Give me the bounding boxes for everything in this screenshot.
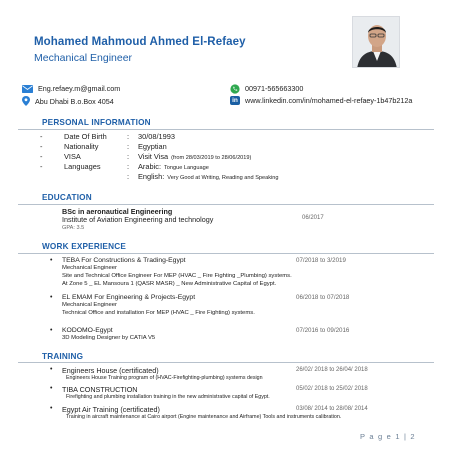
page-number: P a g e 1 | 2 <box>360 432 416 441</box>
company-name: KODOMO-Egypt <box>62 327 113 334</box>
bullet: • <box>50 366 53 373</box>
candidate-name: Mohamed Mahmoud Ahmed El-Refaey <box>34 36 246 48</box>
row-colon: : <box>127 142 130 151</box>
row-dash: - <box>40 142 43 151</box>
row-dash: - <box>40 132 43 141</box>
training-description: Engineers House Training program of (HVAC-Firefighting-plumbing) systems design <box>66 375 263 381</box>
row-colon: : <box>127 172 130 181</box>
section-title-personal: PERSONAL INFORMATION <box>42 118 151 127</box>
mail-icon <box>22 85 33 93</box>
row-value <box>138 142 170 151</box>
role-detail: Mechanical Engineer <box>62 265 118 271</box>
whatsapp-phone-icon <box>230 84 240 93</box>
row-label: VISA <box>64 152 81 161</box>
address-text: Abu Dhabi B.o.Box 4054 <box>35 96 114 106</box>
row-value <box>138 172 279 181</box>
job-title: Mechanical Engineer <box>34 52 133 64</box>
row-dash: - <box>40 162 43 171</box>
row-value-main: 30/08/1993 <box>138 132 175 141</box>
row-value-main: English: <box>138 172 165 181</box>
role-detail: Mechanical Engineer <box>62 302 118 308</box>
section-title-experience: WORK EXPERIENCE <box>42 242 126 251</box>
section-divider <box>18 253 434 254</box>
role-detail: Technical Office and installation For MEP (HVAC _ Fire Fighting) systems. <box>62 310 255 316</box>
degree: BSc in aeronautical Engineering <box>62 207 173 216</box>
employment-date: 06/2018 to 07/2018 <box>296 294 350 301</box>
graduation-year: 06/2017 <box>302 215 324 221</box>
training-date: 03/08/ 2014 to 28/08/ 2014 <box>296 406 368 412</box>
role-detail: 3D Modeling Designer by CATIA V5 <box>62 335 156 341</box>
training-date: 26/02/ 2018 to 26/04/ 2018 <box>296 367 368 373</box>
gpa: GPA: 3.5 <box>62 225 85 231</box>
bullet: • <box>50 385 53 392</box>
institute: Institute of Aviation Engineering and technology <box>62 215 214 224</box>
location-pin-icon <box>22 96 30 106</box>
training-description: Training in aircraft maintenance at Cairo airport (Engine maintenance and Airframe) Tools and instruments calibration. <box>66 414 342 420</box>
row-colon: : <box>127 152 130 161</box>
phone-text[interactable]: 00971-565663300 <box>245 84 304 93</box>
email-text[interactable]: Eng.refaey.m@gmail.com <box>38 84 121 93</box>
linkedin-text[interactable]: www.linkedin.com/in/mohamed-el-refaey-1b47b212a <box>245 96 413 105</box>
employment-date: 07/2018 to 3/2019 <box>296 257 346 264</box>
address-contact <box>22 96 114 106</box>
row-label: Date Of Birth <box>64 132 107 141</box>
row-value <box>138 132 178 141</box>
section-divider <box>18 129 434 130</box>
row-label: Nationality <box>64 142 99 151</box>
linkedin-contact[interactable] <box>230 96 412 105</box>
section-title-training: TRAINING <box>42 352 84 361</box>
row-dash: - <box>40 152 43 161</box>
bullet: • <box>50 405 53 412</box>
role-detail: At Zone 5 _ EL Mansoura 1 (QASR MASR) _ New Administrative Capital of Egypt. <box>62 281 277 287</box>
training-date: 05/02/ 2018 to 25/02/ 2018 <box>296 386 368 392</box>
row-value-main: Egyptian <box>138 142 167 151</box>
employment-date: 07/2016 to 09/2016 <box>296 327 350 334</box>
row-label: Languages <box>64 162 101 171</box>
row-colon: : <box>127 162 130 171</box>
row-value <box>138 152 251 161</box>
row-value-main: Arabic: <box>138 162 162 171</box>
row-value <box>138 162 209 171</box>
bullet: • <box>50 327 53 334</box>
training-name: Engineers House (certificated) <box>62 366 159 375</box>
role-detail: Site and Technical Office Engineer For MEP (HVAC _ Fire Fighting _Plumbing) systems. <box>62 273 292 279</box>
company-name: TEBA For Constructions & Trading-Egypt <box>62 257 186 264</box>
section-divider <box>18 204 434 205</box>
bullet: • <box>50 294 53 301</box>
linkedin-icon: in <box>230 96 240 105</box>
training-description: Firefighting and plumbing installation training in the new administrative capital of Egypt. <box>66 394 270 400</box>
row-value-note: (from 28/03/2019 to 28/06/2019) <box>171 155 252 161</box>
row-value-main: Visit Visa <box>138 152 169 161</box>
row-value-note: Tongue Language <box>164 165 209 171</box>
section-title-education: EDUCATION <box>42 193 92 202</box>
row-value-note: Very Good at Writing, Reading and Speaking <box>167 175 279 181</box>
training-name: TIBA CONSTRUCTION <box>62 385 138 394</box>
profile-photo <box>352 16 400 68</box>
bullet: • <box>50 257 53 264</box>
phone-contact[interactable] <box>230 84 303 93</box>
training-name: Egypt Air Training (certificated) <box>62 405 160 414</box>
email-contact[interactable] <box>22 84 120 93</box>
section-divider <box>18 362 434 363</box>
row-colon: : <box>127 132 130 141</box>
company-name: EL EMAM For Engineering & Projects-Egypt <box>62 294 196 301</box>
